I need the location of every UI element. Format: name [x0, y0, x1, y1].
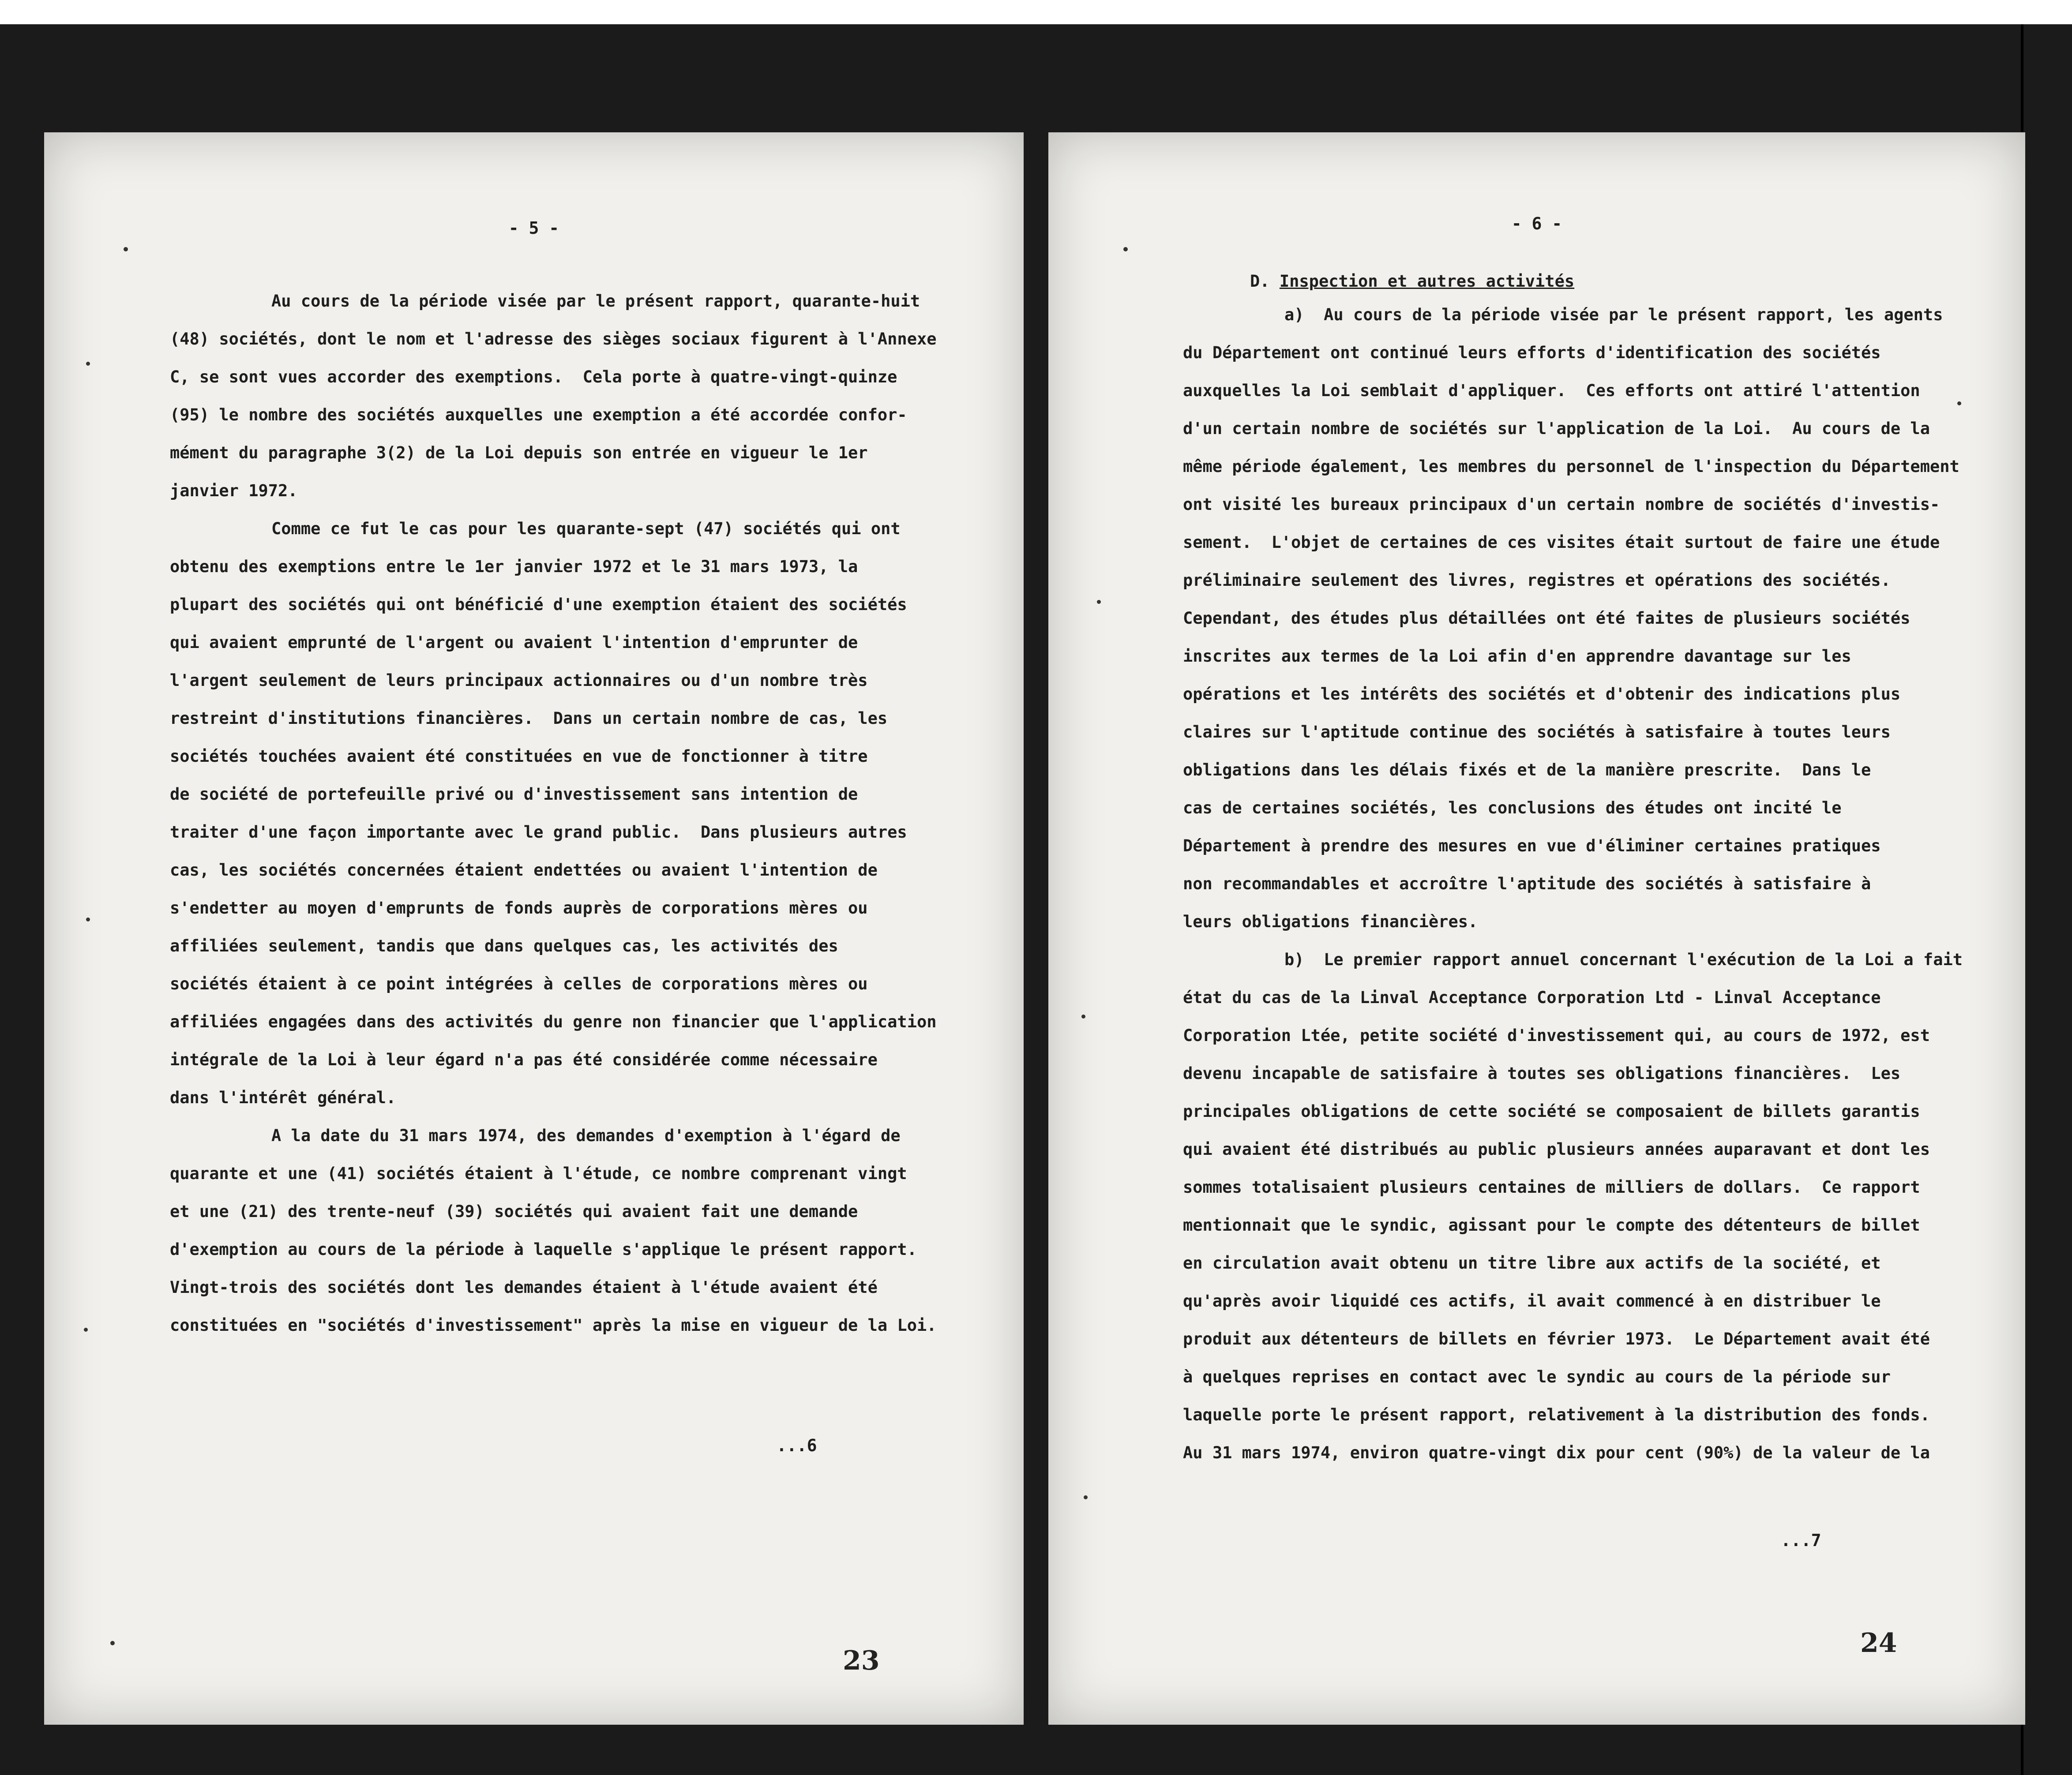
text-line: Département à prendre des mesures en vue d'éliminer certaines pratiques [1183, 836, 1881, 855]
text-line: plupart des sociétés qui ont bénéficié d'une exemption étaient des sociétés [170, 595, 907, 614]
text-line: sommes totalisaient plusieurs centaines de milliers de dollars. Ce rapport [1183, 1178, 1920, 1197]
text-line: affiliées engagées dans des activités du genre non financier que l'application [170, 1012, 937, 1031]
text-line: mément du paragraphe 3(2) de la Loi depuis son entrée en vigueur le 1er [170, 443, 868, 462]
text-line: Vingt-trois des sociétés dont les demandes étaient à l'étude avaient été [170, 1278, 878, 1297]
text-line: mentionnait que le syndic, agissant pour le compte des détenteurs de billet [1183, 1216, 1920, 1235]
text-line: janvier 1972. [170, 481, 298, 500]
text-line: à quelques reprises en contact avec le syndic au cours de la période sur [1183, 1367, 1891, 1386]
text-line: d'un certain nombre de sociétés sur l'application de la Loi. Au cours de la [1183, 419, 1930, 438]
text-line: Comme ce fut le cas pour les quarante-sept (47) sociétés qui ont [271, 519, 901, 538]
text-line: d'exemption au cours de la période à laquelle s'applique le présent rapport. [170, 1240, 917, 1259]
text-line: leurs obligations financières. [1183, 912, 1478, 931]
scan-speck [84, 1328, 88, 1332]
scan-speck [86, 917, 90, 921]
paragraph [1183, 941, 1990, 1472]
text-line: produit aux détenteurs de billets en février 1973. Le Département avait été [1183, 1329, 1930, 1348]
text-line: cas, les sociétés concernées étaient endettées ou avaient l'intention de [170, 861, 878, 880]
scan-speck [86, 362, 90, 366]
folio-number: 24 [1860, 1628, 1897, 1659]
page-body [170, 282, 973, 1344]
page-body [1183, 262, 1990, 1472]
paragraph [170, 510, 973, 1117]
text-line: état du cas de la Linval Acceptance Corporation Ltd - Linval Acceptance [1183, 988, 1881, 1007]
text-line: laquelle porte le présent rapport, relativement à la distribution des fonds. [1183, 1405, 1930, 1424]
section-letter: D. [1250, 272, 1270, 291]
text-line: du Département ont continué leurs efforts d'identification des sociétés [1183, 343, 1881, 362]
text-line: traiter d'une façon importante avec le grand public. Dans plusieurs autres [170, 823, 907, 842]
text-line: (48) sociétés, dont le nom et l'adresse des sièges sociaux figurent à l'Annexe [170, 330, 937, 348]
scan-speck [1957, 401, 1961, 405]
text-line: claires sur l'aptitude continue des sociétés à satisfaire à toutes leurs [1183, 723, 1891, 741]
scan-speck [110, 1641, 115, 1645]
continuation-marker: ...7 [1781, 1531, 1821, 1550]
section-heading [1183, 262, 1990, 300]
text-line: opérations et les intérêts des sociétés et d'obtenir des indications plus [1183, 685, 1901, 704]
page-number-header: - 5 - [508, 218, 559, 238]
text-line: principales obligations de cette société se composaient de billets garantis [1183, 1102, 1920, 1121]
text-line: sement. L'objet de certaines de ces visites était surtout de faire une étude [1183, 533, 1940, 552]
text-line: qui avaient emprunté de l'argent ou avaient l'intention d'emprunter de [170, 633, 858, 652]
text-line: restreint d'institutions financières. Dans un certain nombre de cas, les [170, 709, 888, 728]
text-line: non recommandables et accroître l'aptitude des sociétés à satisfaire à [1183, 874, 1871, 893]
text-line: sociétés étaient à ce point intégrées à celles de corporations mères ou [170, 974, 868, 993]
text-line: obligations dans les délais fixés et de la manière prescrite. Dans le [1183, 760, 1871, 779]
text-line: constituées en "sociétés d'investissement" après la mise en vigueur de la Loi. [170, 1316, 937, 1335]
page-number-header: - 6 - [1511, 214, 1562, 233]
text-line: et une (21) des trente-neuf (39) sociétés qui avaient fait une demande [170, 1202, 858, 1221]
scan-speck [1081, 1015, 1085, 1019]
text-line: intégrale de la Loi à leur égard n'a pas été considérée comme nécessaire [170, 1050, 878, 1069]
text-line: (95) le nombre des sociétés auxquelles une exemption a été accordée confor- [170, 405, 907, 424]
scan-speck [1084, 1495, 1088, 1499]
text-line: dans l'intérêt général. [170, 1088, 396, 1107]
text-line: inscrites aux termes de la Loi afin d'en apprendre davantage sur les [1183, 647, 1851, 666]
text-line: de société de portefeuille privé ou d'investissement sans intention de [170, 785, 858, 804]
text-line: a) Au cours de la période visée par le présent rapport, les agents [1284, 305, 1943, 324]
text-line: devenu incapable de satisfaire à toutes ses obligations financières. Les [1183, 1064, 1901, 1083]
text-line: sociétés touchées avaient été constituées en vue de fonctionner à titre [170, 747, 868, 766]
document-page-right [1048, 132, 2025, 1725]
text-line: quarante et une (41) sociétés étaient à l'étude, ce nombre comprenant vingt [170, 1164, 907, 1183]
paragraph [1183, 296, 1990, 941]
text-line: Corporation Ltée, petite société d'investissement qui, au cours de 1972, est [1183, 1026, 1930, 1045]
text-line: même période également, les membres du personnel de l'inspection du Département [1183, 457, 1959, 476]
section-title: Inspection et autres activités [1279, 272, 1575, 291]
folio-number: 23 [843, 1645, 880, 1676]
text-line: en circulation avait obtenu un titre libre aux actifs de la société, et [1183, 1254, 1881, 1273]
text-line: obtenu des exemptions entre le 1er janvier 1972 et le 31 mars 1973, la [170, 557, 858, 576]
scan-speck [1123, 247, 1128, 251]
text-line: l'argent seulement de leurs principaux actionnaires ou d'un nombre très [170, 671, 868, 690]
text-line: Au cours de la période visée par le présent rapport, quarante-huit [271, 292, 920, 311]
text-line: qu'après avoir liquidé ces actifs, il avait commencé à en distribuer le [1183, 1292, 1881, 1311]
text-line: b) Le premier rapport annuel concernant l'exécution de la Loi a fait [1284, 950, 1963, 969]
text-line: s'endetter au moyen d'emprunts de fonds auprès de corporations mères ou [170, 899, 868, 917]
text-line: auxquelles la Loi semblait d'appliquer. Ces efforts ont attiré l'attention [1183, 381, 1920, 400]
text-line: cas de certaines sociétés, les conclusions des études ont incité le [1183, 798, 1842, 817]
paragraph [170, 1117, 973, 1344]
scan-speck [1097, 600, 1101, 604]
text-line: préliminaire seulement des livres, registres et opérations des sociétés. [1183, 571, 1891, 590]
document-page-left [44, 132, 1024, 1725]
text-line: Cependant, des études plus détaillées ont été faites de plusieurs sociétés [1183, 609, 1911, 628]
text-line: Au 31 mars 1974, environ quatre-vingt dix pour cent (90%) de la valeur de la [1183, 1443, 1930, 1462]
text-line: C, se sont vues accorder des exemptions. Cela porte à quatre-vingt-quinze [170, 367, 897, 386]
text-line: qui avaient été distribués au public plusieurs années auparavant et dont les [1183, 1140, 1930, 1159]
text-line: affiliées seulement, tandis que dans quelques cas, les activités des [170, 936, 838, 955]
continuation-marker: ...6 [777, 1436, 817, 1455]
paragraph [170, 282, 973, 510]
text-line: A la date du 31 mars 1974, des demandes d'exemption à l'égard de [271, 1126, 901, 1145]
scan-speck [124, 247, 128, 251]
text-line: ont visité les bureaux principaux d'un certain nombre de sociétés d'investis- [1183, 495, 1940, 514]
